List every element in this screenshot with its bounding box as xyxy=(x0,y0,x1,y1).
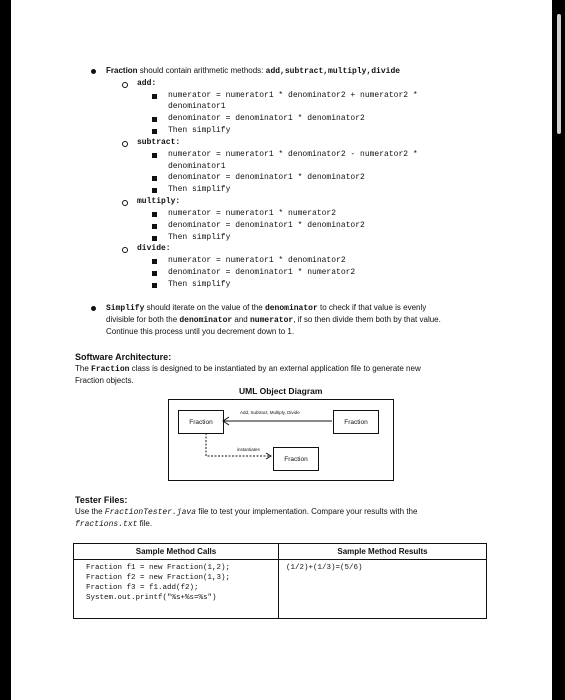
op-heading-add: add: xyxy=(137,79,157,88)
table-header-row xyxy=(74,544,487,560)
add-simplify: Then simplify xyxy=(168,126,231,135)
sample-result-cell: (1/2)+(1/3)=(5/6) xyxy=(279,560,487,619)
subtract-numerator: numerator = numerator1 * denominator2 - numerator2 * xyxy=(168,150,418,159)
code-line: Fraction f3 = f1.add(f2); xyxy=(86,584,199,592)
simplify-line-2: divisible for both the denominator and numerator, if so then divide them both by that value. xyxy=(106,315,441,325)
code-line: Fraction f1 = new Fraction(1,2); xyxy=(86,564,231,572)
scrollbar[interactable] xyxy=(557,14,561,134)
divide-numerator: numerator = numerator1 * denominator2 xyxy=(168,256,346,265)
fraction-requirement: Fraction should contain arithmetic methods: add,subtract,multiply,divide xyxy=(106,66,401,76)
architecture-line-1: The Fraction class is designed to be instantiated by an external application file to generate new xyxy=(75,364,421,374)
code-line: Fraction f2 = new Fraction(1,3); xyxy=(86,574,231,582)
add-denominator: denominator = denominator1 * denominator2 xyxy=(168,114,365,123)
architecture-line-2: Fraction objects. xyxy=(75,376,134,385)
multiply-numerator: numerator = numerator1 * numerator2 xyxy=(168,209,337,218)
subtract-denominator: denominator = denominator1 * denominator2 xyxy=(168,173,365,182)
uml-instantiates-label: instantiates xyxy=(237,447,260,452)
subtract-simplify: Then simplify xyxy=(168,185,231,194)
col-header-results: Sample Method Results xyxy=(279,544,487,560)
sample-table xyxy=(73,543,487,619)
add-numerator: numerator = numerator1 * denominator2 + numerator2 * xyxy=(168,91,418,100)
simplify-line-3: Continue this process until you decrement down to 1. xyxy=(106,327,295,336)
op-heading-multiply: multiply: xyxy=(137,197,181,206)
simplify-line-1: Simplify should iterate on the value of the denominator to check if that value is evenly xyxy=(106,303,427,313)
section-heading-architecture: Software Architecture: xyxy=(75,352,172,362)
multiply-denominator: denominator = denominator1 * denominator2 xyxy=(168,221,365,230)
code-line: System.out.printf("%s+%s=%s") xyxy=(86,594,217,602)
section-heading-tester: Tester Files: xyxy=(75,495,128,505)
document-page xyxy=(11,0,552,700)
uml-arrow-label: Add, Subtract, Multiply, Divide xyxy=(240,410,300,415)
table-row xyxy=(74,560,487,619)
col-header-calls: Sample Method Calls xyxy=(74,544,279,560)
divide-denominator: denominator = denominator1 * numerator2 xyxy=(168,268,356,277)
multiply-simplify: Then simplify xyxy=(168,233,231,242)
uml-box-fraction-bottom: Fraction xyxy=(273,447,319,471)
op-heading-divide: divide: xyxy=(137,244,171,253)
tester-line-1: Use the FractionTester.java file to test your implementation. Compare your results with the xyxy=(75,507,418,517)
uml-box-fraction-left: Fraction xyxy=(178,410,224,434)
divide-simplify: Then simplify xyxy=(168,280,231,289)
uml-box-fraction-right: Fraction xyxy=(333,410,379,434)
subtract-numerator-cont: denominator1 xyxy=(168,162,226,171)
uml-title: UML Object Diagram xyxy=(239,386,323,396)
uml-instantiates-line xyxy=(206,433,270,456)
sample-calls-cell xyxy=(74,560,279,619)
add-numerator-cont: denominator1 xyxy=(168,102,226,111)
tester-line-2: fractions.txt file. xyxy=(75,519,153,529)
op-heading-subtract: subtract: xyxy=(137,138,181,147)
